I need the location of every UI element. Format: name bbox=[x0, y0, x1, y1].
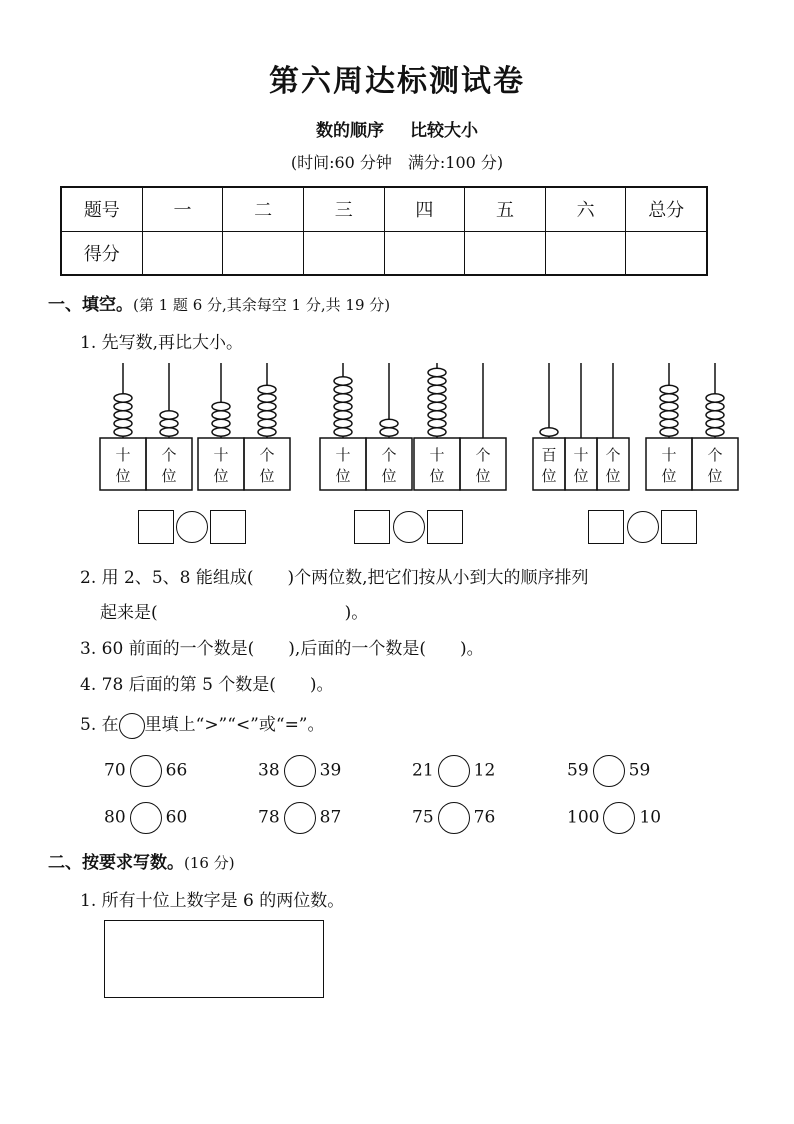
abacus-bead bbox=[706, 428, 724, 436]
answer-box[interactable] bbox=[138, 510, 174, 544]
compare-right: 66 bbox=[165, 760, 188, 781]
time-info: (时间:60 分钟 满分:100 分) bbox=[290, 153, 504, 172]
abacus-bead bbox=[334, 419, 352, 427]
abacus-bead bbox=[334, 394, 352, 402]
abacus-bead bbox=[160, 419, 178, 427]
abacus-label: 个 bbox=[259, 446, 275, 464]
score-input-cell[interactable] bbox=[303, 231, 384, 275]
abacus-label: 十 bbox=[335, 446, 351, 464]
compare-left: 78 bbox=[258, 807, 280, 828]
question-1-3: 3. 60 前面的一个数是( ),后面的一个数是( )。 bbox=[80, 639, 484, 659]
compare-right: 39 bbox=[319, 760, 342, 781]
abacus-label: 位 bbox=[707, 467, 723, 485]
abacus-bead bbox=[114, 394, 132, 402]
abacus-bead bbox=[212, 428, 230, 436]
abacus-bead bbox=[706, 402, 724, 410]
score-input-cell[interactable] bbox=[223, 231, 304, 275]
score-label: 得分 bbox=[61, 231, 142, 275]
abacus-bead bbox=[706, 419, 724, 427]
page-subtitle bbox=[0, 116, 794, 141]
abacus-label: 十 bbox=[429, 446, 445, 464]
compare-right: 12 bbox=[473, 760, 496, 781]
score-value-row bbox=[61, 231, 707, 275]
abacus-bead bbox=[428, 419, 446, 427]
abacus-label: 位 bbox=[429, 467, 445, 485]
section-2-title: 二、按要求写数。 bbox=[48, 853, 184, 873]
abacus-bead bbox=[428, 368, 446, 376]
compare-right: 60 bbox=[165, 807, 188, 828]
abacus-label: 个 bbox=[605, 446, 621, 464]
question-1-4: 4. 78 后面的第 5 个数是( )。 bbox=[80, 675, 334, 695]
abacus-bead bbox=[540, 428, 558, 436]
question-1-1: 1. 先写数,再比大小。 bbox=[80, 333, 244, 353]
abacus-label: 十 bbox=[661, 446, 677, 464]
compare-circle[interactable] bbox=[130, 755, 162, 787]
compare-right: 59 bbox=[628, 760, 651, 781]
section-1-note: (第 1 题 6 分,其余每空 1 分,共 19 分) bbox=[133, 296, 391, 314]
abacus-bead bbox=[660, 402, 678, 410]
abacus-bead bbox=[428, 394, 446, 402]
comparison-item bbox=[567, 755, 650, 787]
abacus-label: 个 bbox=[475, 446, 491, 464]
score-cell: 题号 bbox=[61, 187, 142, 231]
abacus-bead bbox=[334, 377, 352, 385]
score-table bbox=[60, 186, 708, 276]
comparison-item bbox=[412, 755, 495, 787]
abacus-label: 位 bbox=[161, 467, 177, 485]
compare-left: 70 bbox=[104, 760, 126, 781]
abacus-bead bbox=[258, 428, 276, 436]
score-cell: 四 bbox=[384, 187, 465, 231]
comparison-item bbox=[412, 802, 495, 834]
abacus-bead bbox=[706, 394, 724, 402]
subtitle-topic-2: 比较大小 bbox=[409, 121, 478, 141]
compare-left: 80 bbox=[104, 807, 126, 828]
score-cell: 总分 bbox=[626, 187, 707, 231]
score-header-row bbox=[61, 187, 707, 231]
abacus-bead bbox=[660, 385, 678, 393]
compare-circle[interactable] bbox=[284, 802, 316, 834]
page-title: 第六周达标测试卷 bbox=[269, 64, 525, 99]
score-cell: 五 bbox=[465, 187, 546, 231]
abacus-label: 位 bbox=[213, 467, 229, 485]
abacus-label: 位 bbox=[605, 467, 621, 485]
section-1-title: 一、填空。 bbox=[48, 295, 133, 315]
compare-circle[interactable] bbox=[284, 755, 316, 787]
abacus-label: 十 bbox=[213, 446, 229, 464]
comparison-item bbox=[567, 802, 661, 834]
abacus-bead bbox=[660, 394, 678, 402]
section-2-heading bbox=[48, 848, 235, 873]
abacus-bead bbox=[334, 385, 352, 393]
abacus-diagram bbox=[0, 355, 794, 495]
abacus-bead bbox=[160, 411, 178, 419]
abacus-label: 位 bbox=[661, 467, 677, 485]
abacus-label: 十 bbox=[115, 446, 131, 464]
section-2-note: (16 分) bbox=[184, 854, 235, 872]
score-cell: 三 bbox=[303, 187, 384, 231]
abacus-bead bbox=[428, 377, 446, 385]
abacus-bead bbox=[258, 394, 276, 402]
abacus-label: 个 bbox=[161, 446, 177, 464]
abacus-bead bbox=[428, 428, 446, 436]
answer-box[interactable] bbox=[427, 510, 463, 544]
abacus-bead bbox=[114, 411, 132, 419]
comparison-item bbox=[258, 755, 341, 787]
abacus-bead bbox=[258, 419, 276, 427]
abacus-label: 十 bbox=[573, 446, 589, 464]
abacus-bead bbox=[706, 411, 724, 419]
abacus-bead bbox=[428, 385, 446, 393]
compare-left: 38 bbox=[258, 760, 280, 781]
answer-box[interactable] bbox=[354, 510, 390, 544]
score-input-cell[interactable] bbox=[545, 231, 626, 275]
score-input-cell[interactable] bbox=[626, 231, 707, 275]
abacus-bead bbox=[334, 411, 352, 419]
comparison-item bbox=[104, 755, 187, 787]
subtitle-topic-1: 数的顺序 bbox=[316, 121, 385, 141]
question-2-1: 1. 所有十位上数字是 6 的两位数。 bbox=[80, 891, 345, 911]
compare-circle[interactable] bbox=[130, 802, 162, 834]
abacus-bead bbox=[660, 411, 678, 419]
compare-left: 100 bbox=[567, 807, 600, 828]
abacus-bead bbox=[660, 428, 678, 436]
circle-icon bbox=[119, 713, 145, 739]
answer-box[interactable] bbox=[210, 510, 246, 544]
section-1-heading bbox=[48, 290, 390, 315]
compare-left: 75 bbox=[412, 807, 434, 828]
compare-left: 59 bbox=[567, 760, 589, 781]
score-cell: 二 bbox=[223, 187, 304, 231]
abacus-label: 位 bbox=[475, 467, 491, 485]
question-1-5-post: 里填上“>”“<”或“=”。 bbox=[144, 715, 325, 735]
comparison-item bbox=[258, 802, 341, 834]
score-cell: 六 bbox=[545, 187, 626, 231]
score-input-cell[interactable] bbox=[384, 231, 465, 275]
compare-left: 21 bbox=[412, 760, 434, 781]
compare-right: 87 bbox=[319, 807, 342, 828]
question-1-5 bbox=[80, 710, 325, 739]
abacus-bead bbox=[334, 428, 352, 436]
abacus-bead bbox=[212, 411, 230, 419]
abacus-bead bbox=[660, 419, 678, 427]
compare-right: 10 bbox=[639, 807, 662, 828]
compare-circle[interactable] bbox=[438, 755, 470, 787]
abacus-bead bbox=[258, 385, 276, 393]
abacus-bead bbox=[114, 419, 132, 427]
abacus-bead bbox=[428, 411, 446, 419]
abacus-label: 位 bbox=[381, 467, 397, 485]
abacus-label: 位 bbox=[335, 467, 351, 485]
compare-circle[interactable] bbox=[176, 511, 208, 543]
compare-circle[interactable] bbox=[627, 511, 659, 543]
answer-area[interactable] bbox=[104, 920, 324, 998]
compare-circle[interactable] bbox=[393, 511, 425, 543]
compare-right: 76 bbox=[473, 807, 496, 828]
abacus-bead bbox=[258, 402, 276, 410]
abacus-bead bbox=[212, 419, 230, 427]
score-input-cell[interactable] bbox=[142, 231, 223, 275]
compare-circle[interactable] bbox=[603, 802, 635, 834]
compare-circle[interactable] bbox=[438, 802, 470, 834]
abacus-bead bbox=[114, 402, 132, 410]
score-input-cell[interactable] bbox=[465, 231, 546, 275]
abacus-area bbox=[0, 355, 794, 499]
compare-circle[interactable] bbox=[593, 755, 625, 787]
abacus-label: 位 bbox=[573, 467, 589, 485]
abacus-bead bbox=[212, 402, 230, 410]
abacus-bead bbox=[114, 428, 132, 436]
abacus-bead bbox=[380, 428, 398, 436]
answer-box[interactable] bbox=[588, 510, 624, 544]
abacus-bead bbox=[334, 402, 352, 410]
abacus-bead bbox=[160, 428, 178, 436]
abacus-label: 个 bbox=[381, 446, 397, 464]
question-1-5-pre: 5. 在 bbox=[80, 715, 119, 735]
question-1-2-cont: 起来是( )。 bbox=[100, 603, 369, 623]
score-cell: 一 bbox=[142, 187, 223, 231]
abacus-label: 位 bbox=[115, 467, 131, 485]
comparison-item bbox=[104, 802, 187, 834]
question-1-2: 2. 用 2、5、8 能组成( )个两位数,把它们按从小到大的顺序排列 bbox=[80, 568, 589, 588]
abacus-label: 百 bbox=[541, 446, 557, 464]
abacus-label: 位 bbox=[259, 467, 275, 485]
abacus-label: 位 bbox=[541, 467, 557, 485]
abacus-bead bbox=[428, 402, 446, 410]
abacus-bead bbox=[258, 411, 276, 419]
answer-box[interactable] bbox=[661, 510, 697, 544]
abacus-bead bbox=[380, 419, 398, 427]
abacus-label: 个 bbox=[707, 446, 723, 464]
